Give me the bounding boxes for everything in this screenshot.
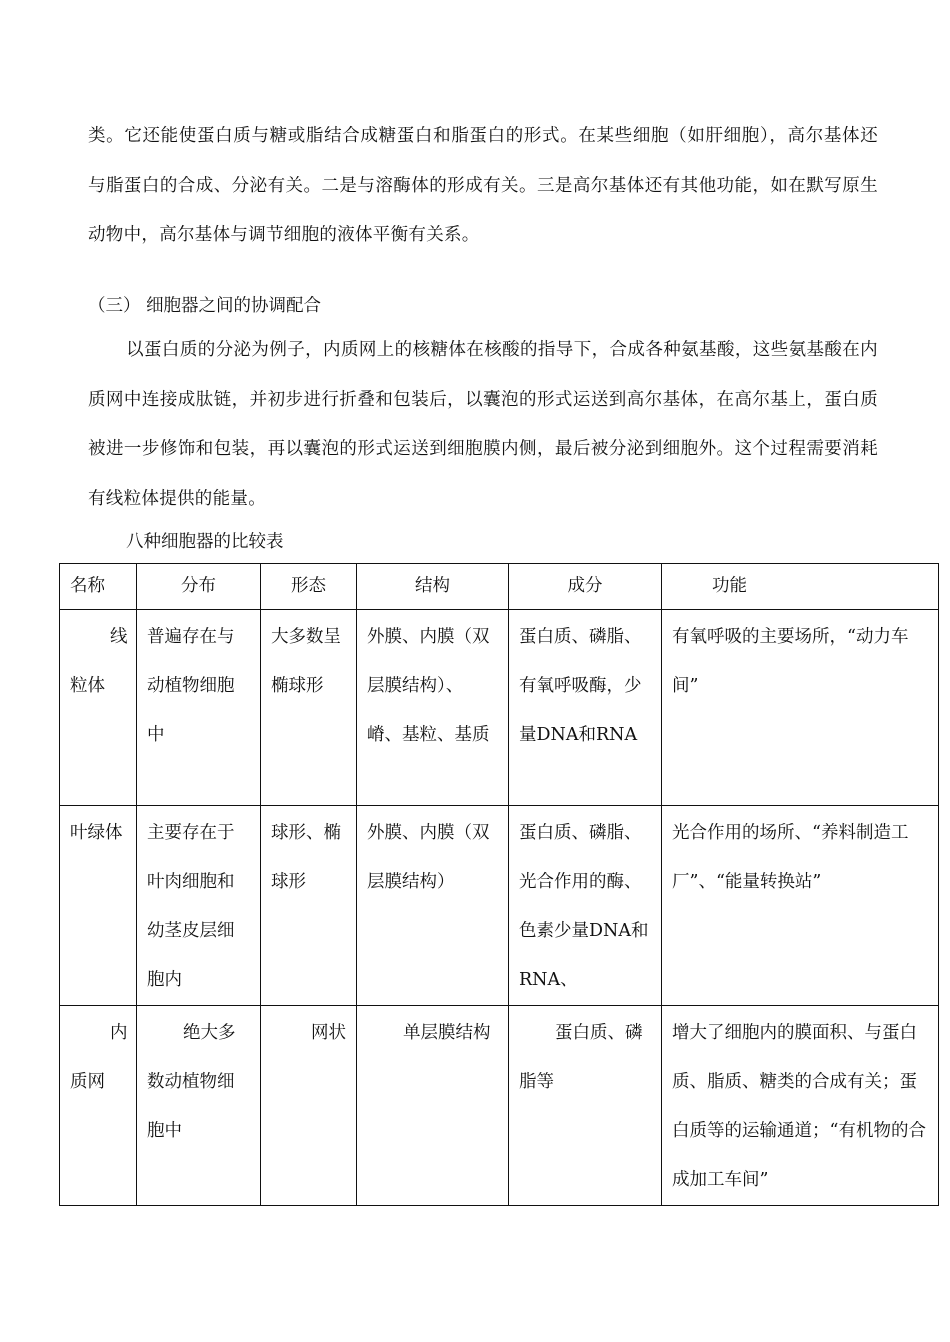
section-heading: （三） 细胞器之间的协调配合 xyxy=(88,296,322,316)
cell-shape: 网状 xyxy=(261,1006,357,1206)
header-composition: 成分 xyxy=(509,564,662,610)
cell-distribution: 绝大多数动植物细胞中 xyxy=(137,1006,261,1206)
table-row xyxy=(60,806,939,1006)
cell-shape: 球形、椭球形 xyxy=(261,806,357,1006)
cell-function: 增大了细胞内的膜面积、与蛋白质、脂质、糖类的合成有关；蛋白质等的运输通道；“有机物的合成加工车间” xyxy=(662,1006,939,1206)
cell-structure: 外膜、内膜（双层膜结构）、嵴、基粒、基质 xyxy=(357,610,509,806)
header-name: 名称 xyxy=(60,564,137,610)
cell-distribution: 普遍存在与动植物细胞中 xyxy=(137,610,261,806)
table-row xyxy=(60,1006,939,1206)
header-shape: 形态 xyxy=(261,564,357,610)
cell-composition: 蛋白质、磷脂等 xyxy=(509,1006,662,1206)
paragraph-text: 以蛋白质的分泌为例子，内质网上的核糖体在核酸的指导下，合成各种氨基酸，这些氨基酸在内质网中连接成肽链，并初步进行折叠和包装后，以囊泡的形式运送到高尔基体，在高尔基上，蛋白质被进一步修饰和包装，再以囊泡的形式运送到细胞膜内侧，最后被分泌到细胞外。这个过程需要消耗有线粒体提供的能量。 xyxy=(88,340,878,509)
cell-function: 有氧呼吸的主要场所，“动力车间” xyxy=(662,610,939,806)
organelle-comparison-table xyxy=(59,563,939,1206)
header-structure: 结构 xyxy=(357,564,509,610)
cell-name: 内质网 xyxy=(60,1006,137,1206)
header-distribution: 分布 xyxy=(137,564,261,610)
table-title: 八种细胞器的比较表 xyxy=(126,532,284,552)
cell-structure: 外膜、内膜（双层膜结构） xyxy=(357,806,509,1006)
table-row xyxy=(60,610,939,806)
cell-name: 线粒体 xyxy=(60,610,137,806)
paragraph-continuation: 类。它还能使蛋白质与糖或脂结合成糖蛋白和脂蛋白的形式。在某些细胞（如肝细胞），高尔基体还与脂蛋白的合成、分泌有关。二是与溶酶体的形成有关。三是高尔基体还有其他功能，如在默写原生动物中，高尔基体与调节细胞的液体平衡有关系。 xyxy=(88,126,878,245)
header-function: 功能 xyxy=(662,564,939,610)
cell-function: 光合作用的场所、“养料制造工厂”、“能量转换站” xyxy=(662,806,939,1006)
paragraph-protein-secretion xyxy=(88,326,878,524)
cell-composition: 蛋白质、磷脂、有氧呼吸酶，少量DNA和RNA xyxy=(509,610,662,806)
table-header-row xyxy=(60,564,939,610)
cell-structure: 单层膜结构 xyxy=(357,1006,509,1206)
cell-composition: 蛋白质、磷脂、光合作用的酶、色素少量DNA和RNA、 xyxy=(509,806,662,1006)
cell-distribution: 主要存在于叶肉细胞和幼茎皮层细胞内 xyxy=(137,806,261,1006)
cell-shape: 大多数呈椭球形 xyxy=(261,610,357,806)
cell-name: 叶绿体 xyxy=(60,806,137,1006)
